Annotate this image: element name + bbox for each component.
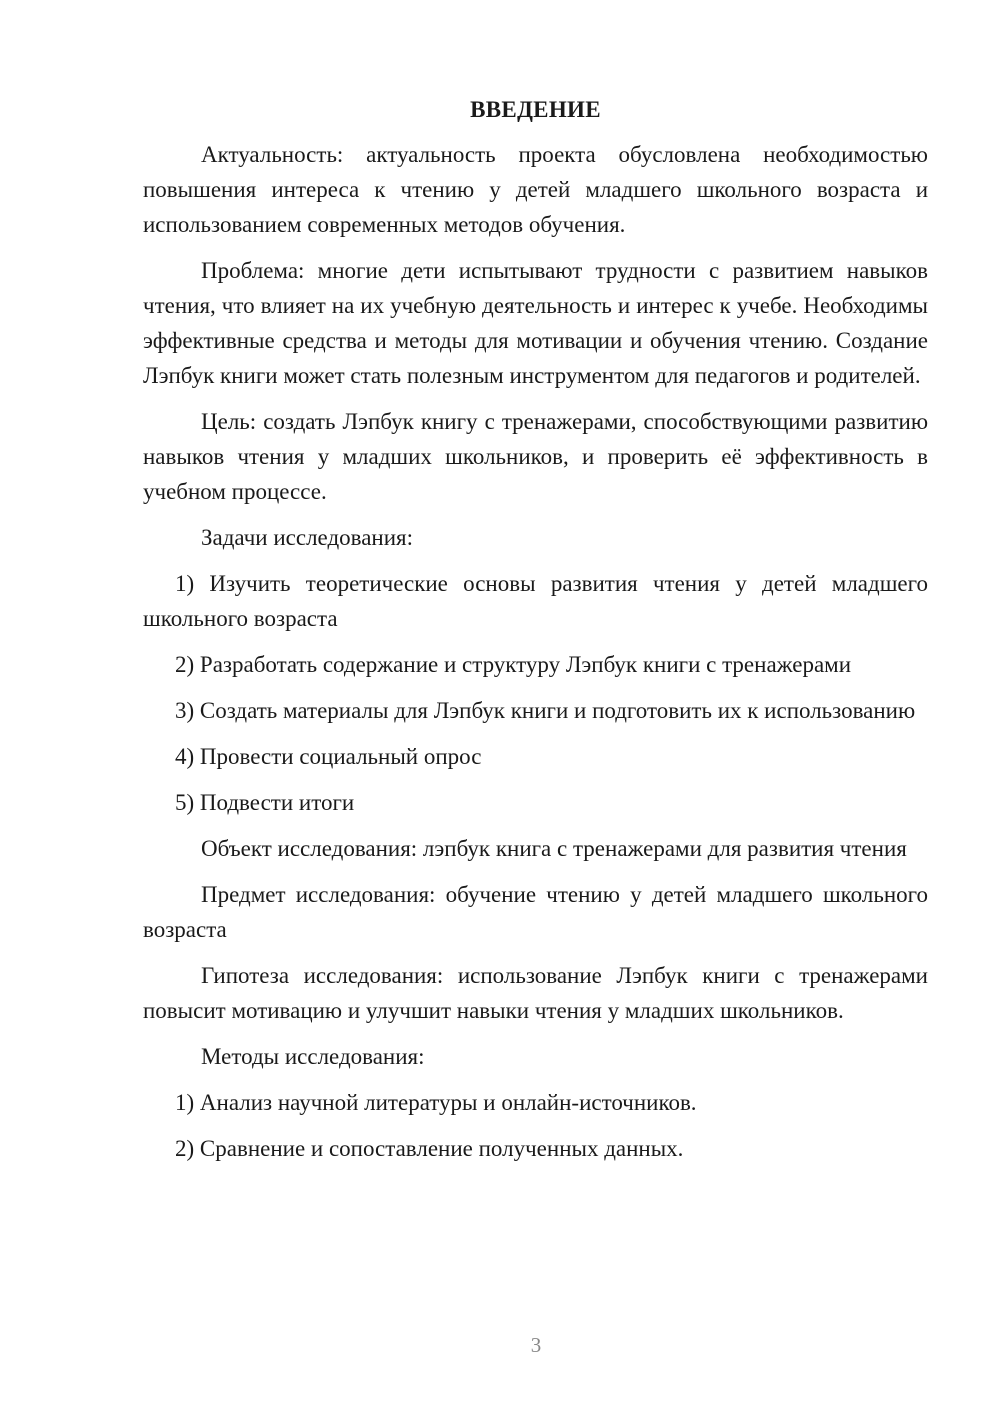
- task-item: 1) Изучить теоретические основы развития чтения у детей младшего школьного возраста: [143, 571, 928, 631]
- problem-paragraph: Проблема: многие дети испытывают трудности с развитием навыков чтения, что влияет на их учебную деятельность и интерес к учебе. Необходимы эффективные средства и методы для мотивации и обучения чтению. Создание Лэпбук книги может стать полезным инструментом для педагогов и родителей.: [143, 258, 928, 388]
- hypothesis-paragraph: Гипотеза исследования: использование Лэпбук книги с тренажерами повысит мотивацию и улучшит навыки чтения у младших школьников.: [143, 963, 928, 1023]
- task-item: 4) Провести социальный опрос: [175, 744, 482, 769]
- object-paragraph: Объект исследования: лэпбук книга с тренажерами для развития чтения: [201, 836, 907, 861]
- task-item: 5) Подвести итоги: [175, 790, 355, 815]
- goal-paragraph: Цель: создать Лэпбук книгу с тренажерами, способствующими развитию навыков чтения у младших школьников, и проверить её эффективность в учебном процессе.: [143, 409, 928, 504]
- task-item: 2) Разработать содержание и структуру Лэпбук книги с тренажерами: [175, 652, 852, 677]
- page-number: 3: [530, 1333, 542, 1357]
- method-item: 2) Сравнение и сопоставление полученных данных.: [175, 1136, 684, 1161]
- page-content: [143, 92, 928, 1177]
- section-heading: ВВЕДЕНИЕ: [470, 97, 601, 122]
- relevance-paragraph: Актуальность: актуальность проекта обусловлена необходимостью повышения интереса к чтению у детей младшего школьного возраста и использованием современных методов обучения.: [143, 142, 928, 237]
- methods-title: Методы исследования:: [201, 1044, 425, 1069]
- task-item: 3) Создать материалы для Лэпбук книги и подготовить их к использованию: [175, 698, 916, 723]
- tasks-title: Задачи исследования:: [201, 525, 414, 550]
- subject-paragraph: Предмет исследования: обучение чтению у детей младшего школьного возраста: [143, 882, 928, 942]
- method-item: 1) Анализ научной литературы и онлайн-источников.: [175, 1090, 697, 1115]
